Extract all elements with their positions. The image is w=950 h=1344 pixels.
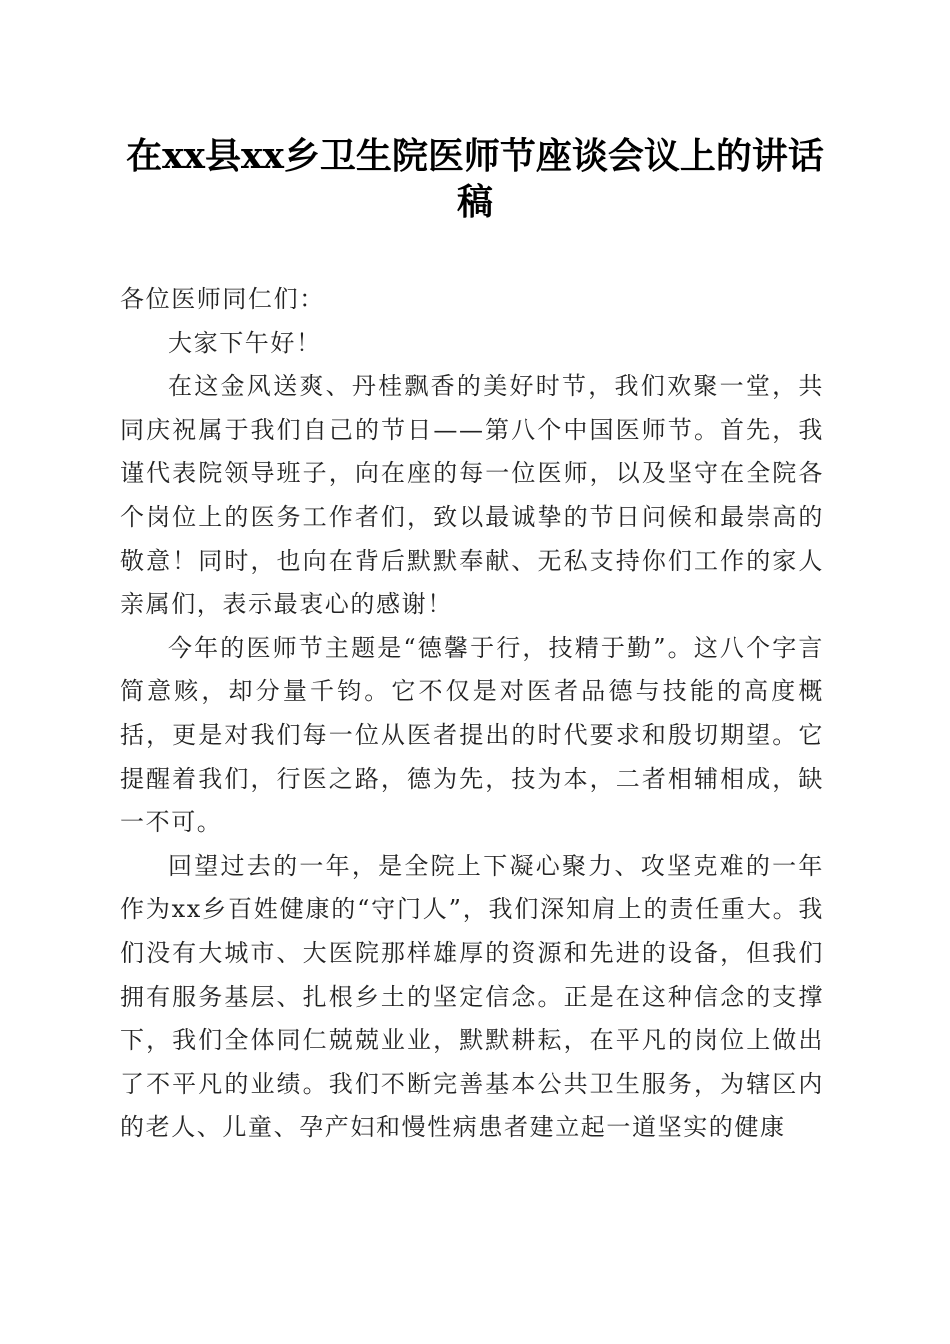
salutation: 各位医师同仁们： (120, 285, 325, 313)
paragraph-greeting: 大家下午好！ (168, 328, 322, 357)
document-body (120, 278, 824, 1150)
paragraph-review: 回望过去的一年，是全院上下凝心聚力、攻坚克难的一年作为xx乡百姓健康的“守门人”，我们深知肩上的责任重大。我们没有大城市、大医院那样雄厚的资源和先进的设备，但我们拥有服务基层、扎根乡土的坚定信念。正是在这种信念的支撑下，我们全体同仁兢兢业业，默默耕耘，在平凡的岗位上做出了不平凡的业绩。我们不断完善基本公共卫生服务，为辖区内的老人、儿童、孕产妇和慢性病患者建立起一道坚实的健康 (120, 851, 824, 1142)
paragraph-opening: 在这金风送爽、丹桂飘香的美好时节，我们欢聚一堂，共同庆祝属于我们自己的节日——第八个中国医师节。首先，我谨代表院领导班子，向在座的每一位医师，以及坚守在全院各个岗位上的医务工作者们，致以最诚挚的节日问候和最崇高的敬意！同时，也向在背后默默奉献、无私支持你们工作的家人亲属们，表示最衷心的感谢！ (120, 372, 824, 619)
paragraph-theme: 今年的医师节主题是“德馨于行，技精于勤”。这八个字言简意赅，却分量千钧。它不仅是对医者品德与技能的高度概括，更是对我们每一位从医者提出的时代要求和殷切期望。它提醒着我们，行医之路，德为先，技为本，二者相辅相成，缺一不可。 (120, 633, 824, 837)
document-title: 在xx县xx乡卫生院医师节座谈会议上的讲话稿 (126, 135, 824, 223)
